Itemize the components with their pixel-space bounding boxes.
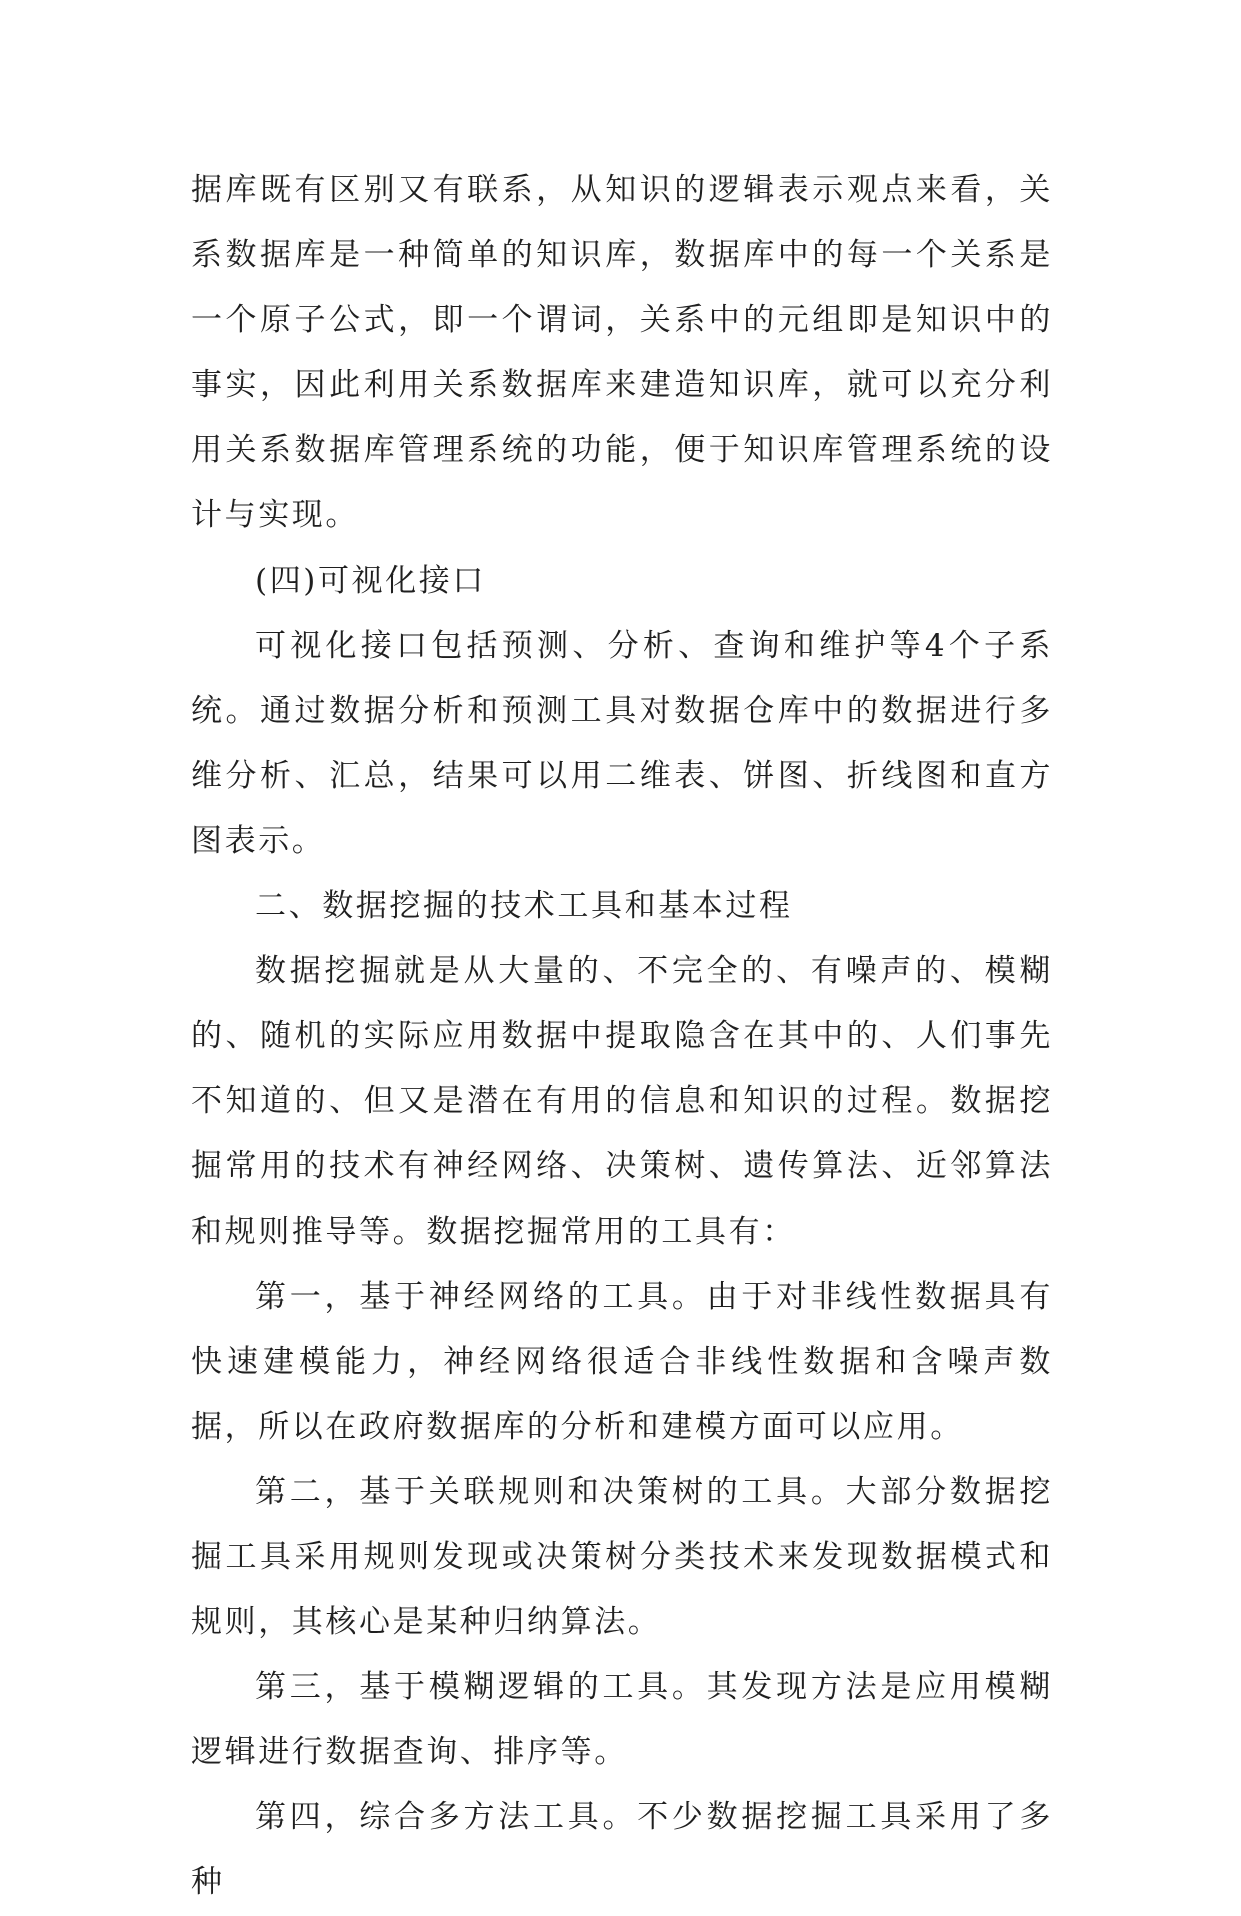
document-page bbox=[191, 158, 1053, 1916]
paragraph-tool-association-rules: 第二，基于关联规则和决策树的工具。大部分数据挖掘工具采用规则发现或决策树分类技术来发现数据模式和规则，其核心是某种归纳算法。 bbox=[191, 1473, 1053, 1641]
paragraph-tool-neural-network: 第一，基于神经网络的工具。由于对非线性数据具有快速建模能力，神经网络很适合非线性数据和含噪声数据，所以在政府数据库的分析和建模方面可以应用。 bbox=[191, 1278, 1053, 1445]
paragraph-visual-interface: 可视化接口包括预测、分析、查询和维护等4个子系统。通过数据分析和预测工具对数据仓库中的数据进行多维分析、汇总，结果可以用二维表、饼图、折线图和直方图表示。 bbox=[191, 627, 1053, 859]
paragraph-data-mining-definition: 数据挖掘就是从大量的、不完全的、有噪声的、模糊的、随机的实际应用数据中提取隐含在其中的、人们事先不知道的、但又是潜在有用的信息和知识的过程。数据挖掘常用的技术有神经网络、决策树、遗传算法、近邻算法和规则推导等。数据挖掘常用的工具有： bbox=[191, 953, 1053, 1250]
paragraph-tool-multi-method: 第四，综合多方法工具。不少数据挖掘工具采用了多种 bbox=[191, 1799, 1053, 1901]
heading-visual-interface: (四)可视化接口 bbox=[255, 562, 486, 599]
paragraph-knowledge-base-continuation: 据库既有区别又有联系，从知识的逻辑表示观点来看，关系数据库是一种简单的知识库，数据库中的每一个关系是一个原子公式，即一个谓词，关系中的元组即是知识中的事实，因此利用关系数据库来建造知识库，就可以充分利用关系数据库管理系统的功能，便于知识库管理系统的设计与实现。 bbox=[191, 172, 1053, 534]
paragraph-tool-fuzzy-logic: 第三，基于模糊逻辑的工具。其发现方法是应用模糊逻辑进行数据查询、排序等。 bbox=[191, 1669, 1053, 1771]
heading-data-mining-tools: 二、数据挖掘的技术工具和基本过程 bbox=[255, 888, 793, 925]
